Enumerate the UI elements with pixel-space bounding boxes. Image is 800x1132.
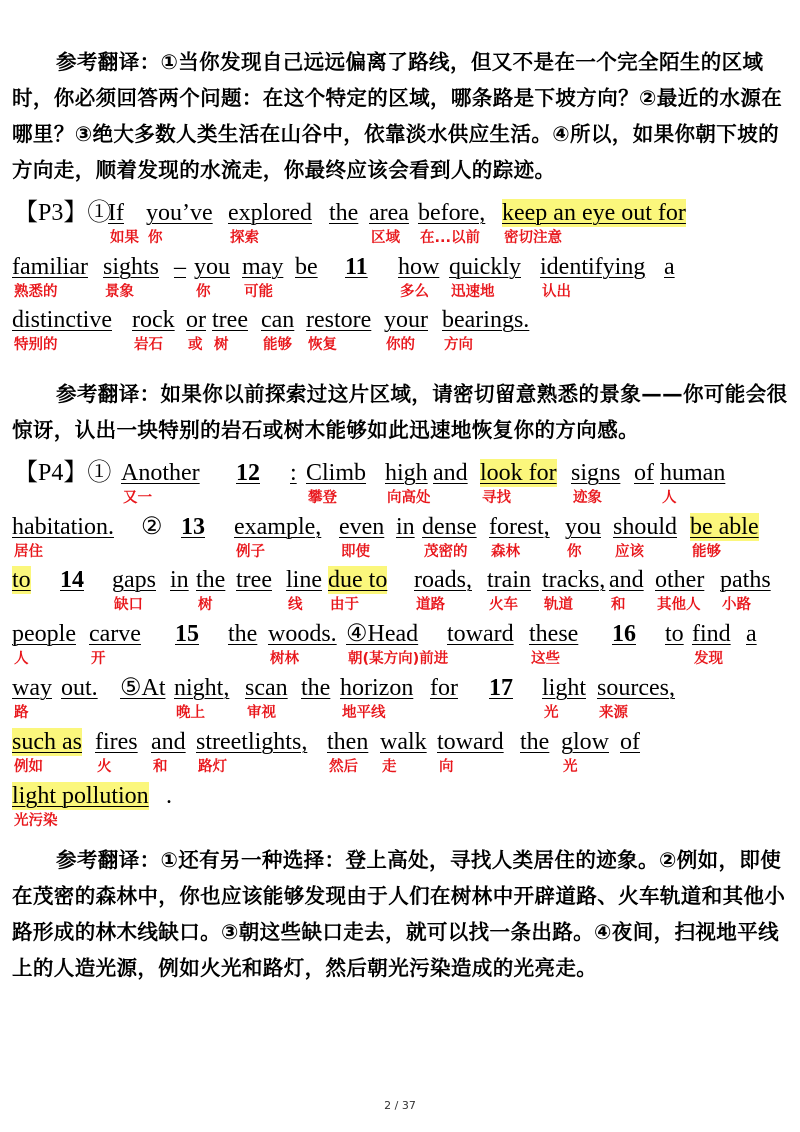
chinese-gloss: 你	[196, 284, 211, 300]
chinese-gloss: 你的	[386, 337, 415, 353]
text-line	[0, 782, 800, 836]
english-word: rock	[132, 307, 175, 333]
english-word: before,	[418, 200, 486, 226]
english-word: ②	[141, 514, 163, 540]
chinese-gloss: 然后	[329, 759, 358, 775]
english-word: roads,	[414, 567, 472, 593]
chinese-gloss: 可能	[244, 284, 273, 300]
english-word: distinctive	[12, 307, 112, 333]
chinese-gloss: 光	[544, 705, 559, 721]
english-word: high	[385, 460, 428, 486]
chinese-gloss: 光污染	[14, 813, 58, 829]
english-word: identifying	[540, 254, 646, 280]
english-word: restore	[306, 307, 372, 333]
chinese-gloss: 探索	[230, 230, 259, 246]
english-word: find	[692, 621, 731, 647]
english-word: to	[12, 567, 31, 593]
chinese-gloss: 景象	[105, 284, 134, 300]
english-word: light pollution	[12, 783, 149, 809]
english-word: train	[487, 567, 531, 593]
chinese-gloss: 这些	[531, 651, 560, 667]
chinese-gloss: 或	[188, 337, 203, 353]
english-word: line	[286, 567, 322, 593]
chinese-gloss: 特别的	[14, 337, 58, 353]
english-word: the	[329, 200, 359, 226]
english-word: out.	[61, 675, 98, 701]
english-word: in	[396, 514, 415, 540]
english-word: your	[384, 307, 428, 333]
chinese-gloss: 即使	[341, 544, 370, 560]
text-line	[0, 253, 800, 307]
english-word: the	[196, 567, 226, 593]
english-word: due to	[328, 567, 388, 593]
english-word: you	[565, 514, 601, 540]
english-word: example,	[234, 514, 322, 540]
english-word: ⑤At	[120, 675, 166, 701]
chinese-gloss: 你	[148, 230, 163, 246]
chinese-gloss: 火车	[489, 597, 518, 613]
text-line	[0, 199, 800, 253]
blank-number: 11	[345, 254, 368, 280]
chinese-gloss: 在...以前	[420, 230, 481, 246]
chinese-gloss: 恢复	[308, 337, 337, 353]
chinese-gloss: 迅速地	[451, 284, 495, 300]
english-word: and	[433, 460, 468, 486]
chinese-gloss: 人	[14, 651, 29, 667]
english-word: should	[613, 514, 678, 540]
text-line	[0, 306, 800, 360]
english-word: can	[261, 307, 295, 333]
english-word: human	[660, 460, 726, 486]
chinese-gloss: 如果	[110, 230, 139, 246]
english-word: you’ve	[146, 200, 213, 226]
english-word: and	[151, 729, 186, 755]
english-word: Climb	[306, 460, 367, 486]
english-word: be able	[690, 514, 759, 540]
chinese-gloss: 密切注意	[504, 230, 562, 246]
english-word: –	[174, 254, 186, 280]
chinese-gloss: 例如	[14, 759, 43, 775]
blank-number: 16	[612, 621, 636, 647]
chinese-gloss: 应该	[615, 544, 644, 560]
blank-number: 15	[175, 621, 199, 647]
chinese-gloss: 轨道	[544, 597, 573, 613]
chinese-gloss: 和	[611, 597, 626, 613]
english-word: the	[520, 729, 550, 755]
translation-paragraph-3: 参考翻译：①还有另一种选择：登上高处，寻找人类居住的迹象。②例如，即使在茂密的森林中，你也应该能够发现由于人们在树林中开辟道路、火车轨道和其他小路形成的林木线缺口。③朝这些缺口走去，就可以找一条出路。④夜间，扫视地平线上的人造光源，例如火光和路灯，然后朝光污染造成的光亮走。	[12, 848, 786, 980]
english-word: woods.	[268, 621, 337, 647]
chinese-gloss: 朝(某方向)前进	[348, 651, 449, 667]
english-word: keep an eye out for	[502, 200, 686, 226]
text-line	[0, 513, 800, 567]
english-word: or	[186, 307, 206, 333]
english-word: other	[655, 567, 705, 593]
english-word: explored	[228, 200, 312, 226]
translation-paragraph-2: 参考翻译：如果你以前探索过这片区域，请密切留意熟悉的景象——你可能会很惊讶，认出一块特别的岩石或树木能够如此迅速地恢复你的方向感。	[12, 382, 788, 442]
chinese-gloss: 认出	[542, 284, 571, 300]
english-word: carve	[89, 621, 141, 647]
chinese-gloss: 树林	[270, 651, 299, 667]
text-line	[0, 674, 800, 728]
chinese-gloss: 树	[198, 597, 213, 613]
english-word: glow	[561, 729, 609, 755]
blank-number: 17	[489, 675, 513, 701]
chinese-gloss: 开	[91, 651, 106, 667]
english-word: these	[529, 621, 579, 647]
chinese-gloss: 又一	[123, 490, 152, 506]
english-word: toward	[437, 729, 504, 755]
chinese-gloss: 区域	[371, 230, 400, 246]
chinese-gloss: 火	[97, 759, 112, 775]
chinese-gloss: 岩石	[134, 337, 163, 353]
english-word: fires	[95, 729, 138, 755]
english-word: ④Head	[346, 621, 419, 647]
chinese-gloss: 迹象	[573, 490, 602, 506]
text-line	[0, 728, 800, 782]
english-word: habitation.	[12, 514, 114, 540]
chinese-gloss: 和	[153, 759, 168, 775]
english-word: horizon	[340, 675, 414, 701]
english-word: forest,	[489, 514, 550, 540]
english-word: light	[542, 675, 587, 701]
english-word: people	[12, 621, 76, 647]
english-word: and	[609, 567, 644, 593]
english-word: way	[12, 675, 52, 701]
chinese-gloss: 树	[214, 337, 229, 353]
blank-number: 14	[60, 567, 84, 593]
chinese-gloss: 森林	[491, 544, 520, 560]
english-word: .	[166, 783, 172, 809]
english-word: to	[665, 621, 684, 647]
english-word: 【P4】①	[14, 460, 112, 486]
english-word: even	[339, 514, 385, 540]
english-word: may	[242, 254, 284, 280]
chinese-gloss: 由于	[330, 597, 359, 613]
english-word: If	[108, 200, 124, 226]
chinese-gloss: 向	[439, 759, 454, 775]
english-word: night,	[174, 675, 230, 701]
chinese-gloss: 人	[662, 490, 677, 506]
english-word: for	[430, 675, 458, 701]
chinese-gloss: 来源	[599, 705, 628, 721]
chinese-gloss: 寻找	[482, 490, 511, 506]
chinese-gloss: 你	[567, 544, 582, 560]
english-word: how	[398, 254, 440, 280]
english-word: toward	[447, 621, 514, 647]
chinese-gloss: 线	[288, 597, 303, 613]
english-word: of	[634, 460, 654, 486]
chinese-gloss: 茂密的	[424, 544, 468, 560]
english-word: in	[170, 567, 189, 593]
chinese-gloss: 能够	[692, 544, 721, 560]
translation-paragraph-1: 参考翻译：①当你发现自己远远偏离了路线，但又不是在一个完全陌生的区域时，你必须回答两个问题：在这个特定的区域，哪条路是下坡方向？②最近的水源在哪里？③绝大多数人类生活在山谷中，依靠淡水供应生活。④所以，如果你朝下坡的方向走，顺着发现的水流走，你最终应该会看到人的踪迹。	[12, 50, 783, 182]
chinese-gloss: 熟悉的	[14, 284, 58, 300]
english-word: a	[746, 621, 757, 647]
text-line	[0, 566, 800, 620]
chinese-gloss: 小路	[722, 597, 751, 613]
english-word: dense	[422, 514, 477, 540]
text-line	[0, 459, 800, 513]
chinese-gloss: 居住	[14, 544, 43, 560]
chinese-gloss: 审视	[247, 705, 276, 721]
english-word: then	[327, 729, 369, 755]
blank-number: 12	[236, 460, 260, 486]
english-word: area	[369, 200, 409, 226]
chinese-gloss: 方向	[444, 337, 473, 353]
english-word: paths	[720, 567, 771, 593]
english-word: familiar	[12, 254, 88, 280]
chinese-gloss: 道路	[416, 597, 445, 613]
english-word: a	[664, 254, 675, 280]
english-word: Another	[121, 460, 200, 486]
chinese-gloss: 路灯	[198, 759, 227, 775]
chinese-gloss: 路	[14, 705, 29, 721]
chinese-gloss: 晚上	[176, 705, 205, 721]
chinese-gloss: 多么	[400, 284, 429, 300]
english-word: of	[620, 729, 640, 755]
english-word: walk	[380, 729, 427, 755]
english-word: streetlights,	[196, 729, 308, 755]
chinese-gloss: 缺口	[114, 597, 143, 613]
english-word: such as	[12, 729, 82, 755]
english-word: :	[290, 460, 297, 486]
chinese-gloss: 地平线	[342, 705, 386, 721]
chinese-gloss: 向高处	[387, 490, 431, 506]
chinese-gloss: 能够	[263, 337, 292, 353]
english-word: 【P3】①	[14, 200, 112, 226]
english-word: be	[295, 254, 318, 280]
english-word: bearings.	[442, 307, 530, 333]
english-word: the	[228, 621, 258, 647]
blank-number: 13	[181, 514, 205, 540]
english-word: gaps	[112, 567, 156, 593]
chinese-gloss: 其他人	[657, 597, 701, 613]
text-line	[0, 620, 800, 674]
english-word: quickly	[449, 254, 521, 280]
chinese-gloss: 例子	[236, 544, 265, 560]
english-word: tree	[212, 307, 248, 333]
chinese-gloss: 发现	[694, 651, 723, 667]
chinese-gloss: 走	[382, 759, 397, 775]
page-number: 2 / 37	[384, 1099, 416, 1112]
english-word: the	[301, 675, 331, 701]
english-word: signs	[571, 460, 621, 486]
english-word: scan	[245, 675, 288, 701]
english-word: you	[194, 254, 230, 280]
english-word: look for	[480, 460, 557, 486]
english-word: sources,	[597, 675, 675, 701]
chinese-gloss: 光	[563, 759, 578, 775]
english-word: tracks,	[542, 567, 606, 593]
chinese-gloss: 攀登	[308, 490, 337, 506]
english-word: tree	[236, 567, 272, 593]
english-word: sights	[103, 254, 160, 280]
